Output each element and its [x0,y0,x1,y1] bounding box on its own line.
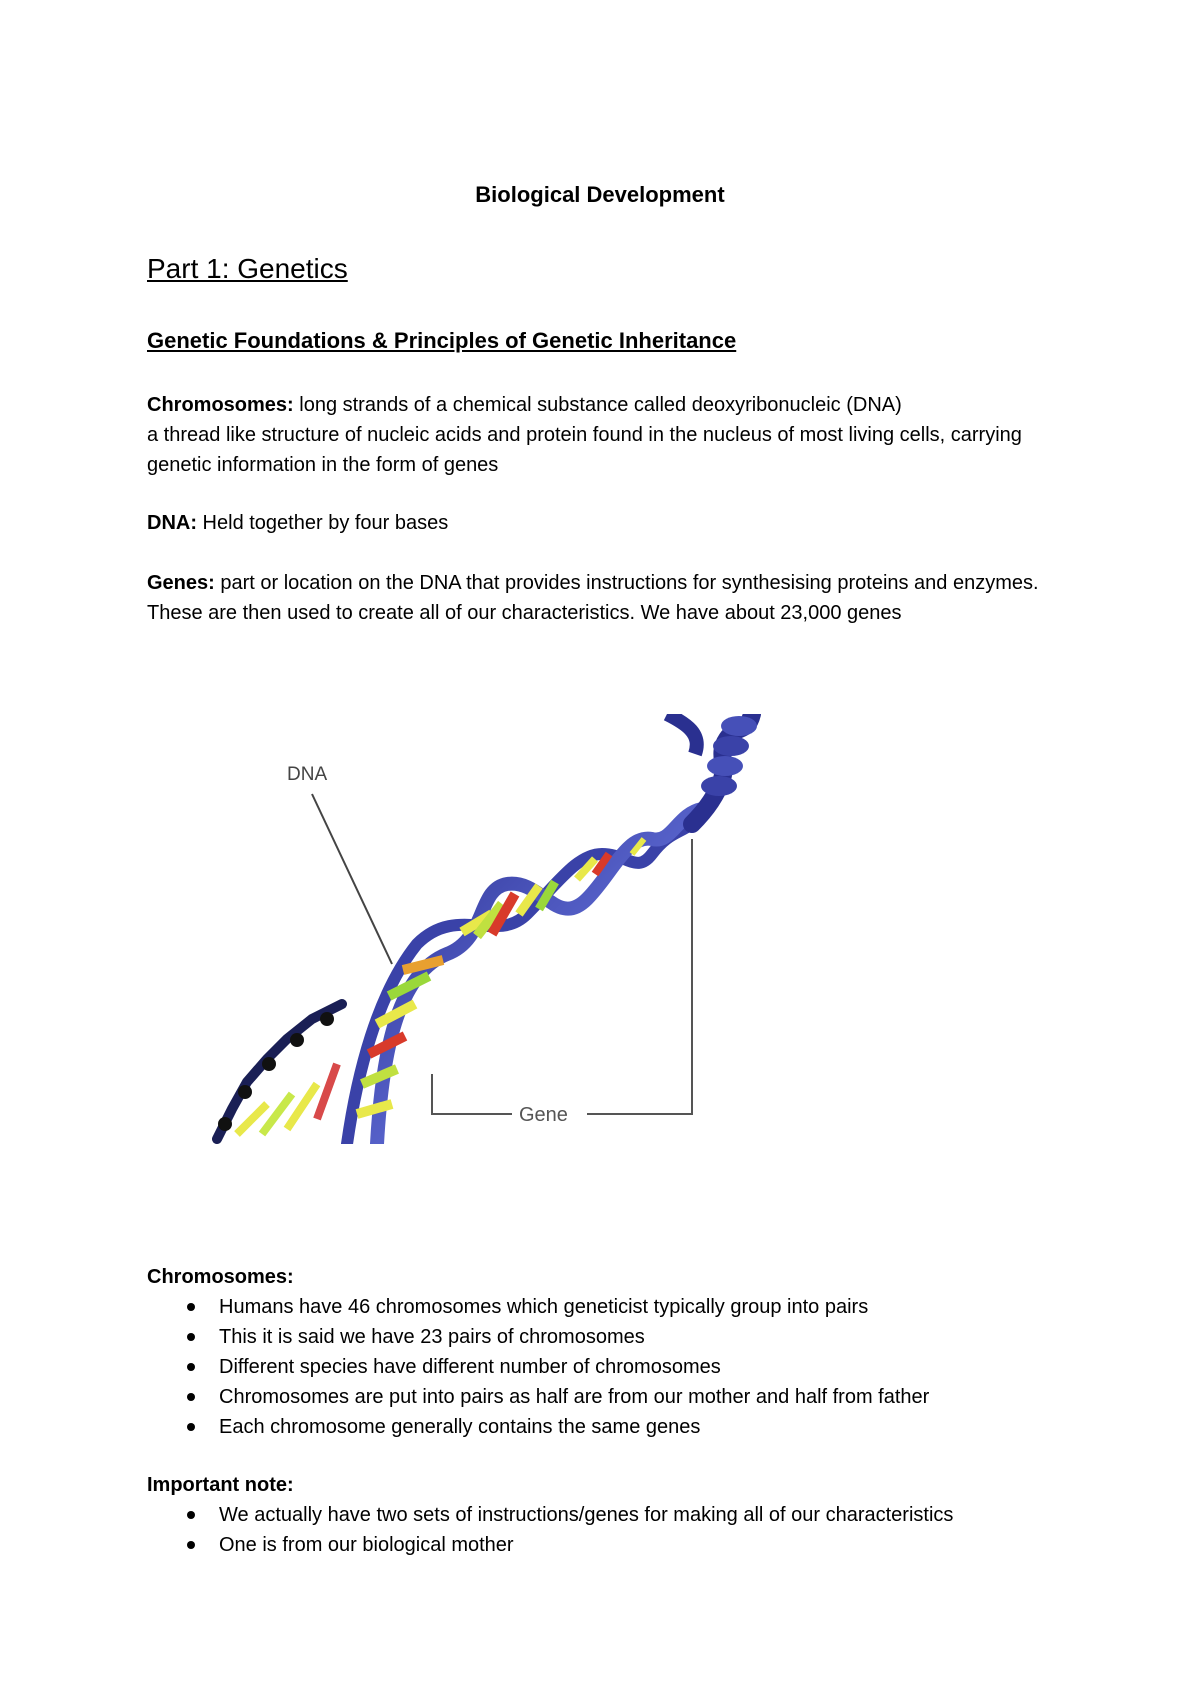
list-item [147,1322,1107,1352]
list-item-text: One is from our biological mother [219,1534,514,1556]
ladder-fragment [217,1004,342,1139]
important-note-section [147,1470,1107,1560]
genes-definition [147,568,1067,628]
bullet-icon [187,1363,195,1371]
dna-definition [147,508,1067,538]
important-note-title: Important note: [147,1474,294,1496]
section-heading: Genetic Foundations & Principles of Genetic Inheritance [147,328,737,353]
bullet-icon [187,1393,195,1401]
dna-label: DNA [287,764,328,785]
dna-term: DNA: [147,512,197,534]
coiled-chromosome [667,714,757,824]
list-item-text: We actually have two sets of instructions/genes for making all of our characteristics [219,1504,954,1526]
list-item [147,1382,1107,1412]
genes-term: Genes: [147,572,215,594]
bullet-icon [187,1511,195,1519]
chromosomes-list-section [147,1262,1107,1442]
chromosomes-definition-line2: a thread like structure of nucleic acids and protein found in the nucleus of most living cells, carrying genetic information in the form of genes [147,424,1022,476]
dna-definition-text: Held together by four bases [197,512,449,534]
dna-pointer-line [312,794,392,964]
list-item-text: Chromosomes are put into pairs as half are from our mother and half from father [219,1386,930,1408]
list-item [147,1500,1107,1530]
chromosomes-definition-line1: long strands of a chemical substance called deoxyribonucleic (DNA) [293,394,902,416]
list-item [147,1352,1107,1382]
bullet-icon [187,1541,195,1549]
bullet-icon [187,1423,195,1431]
list-item-text: Different species have different number of chromosomes [219,1356,721,1378]
list-item-text: Each chromosome generally contains the same genes [219,1416,701,1438]
gene-bracket-left [432,1074,512,1114]
chromosomes-definition [147,390,1067,480]
list-item-text: Humans have 46 chromosomes which geneticist typically group into pairs [219,1296,869,1318]
chromosomes-list-title: Chromosomes: [147,1266,294,1288]
dna-gene-figure [147,714,785,1144]
dna-helix-illustration [147,714,785,1144]
list-item [147,1412,1107,1442]
list-item [147,1292,1107,1322]
list-item [147,1530,1107,1560]
list-item-text: This it is said we have 23 pairs of chromosomes [219,1326,645,1348]
chromosomes-term: Chromosomes: [147,394,294,416]
dna-strand-back [347,824,692,1144]
bullet-icon [187,1333,195,1341]
gene-label: Gene [519,1104,568,1126]
bullet-icon [187,1303,195,1311]
important-note-bullet-list [147,1500,1107,1560]
part-heading: Part 1: Genetics [147,253,348,284]
document-title: Biological Development [475,182,725,207]
chromosomes-bullet-list [147,1292,1107,1442]
genes-definition-text: part or location on the DNA that provides instructions for synthesising proteins and enzymes. These are then used to create all of our characteristics. We have about 23,000 genes [147,572,1039,624]
